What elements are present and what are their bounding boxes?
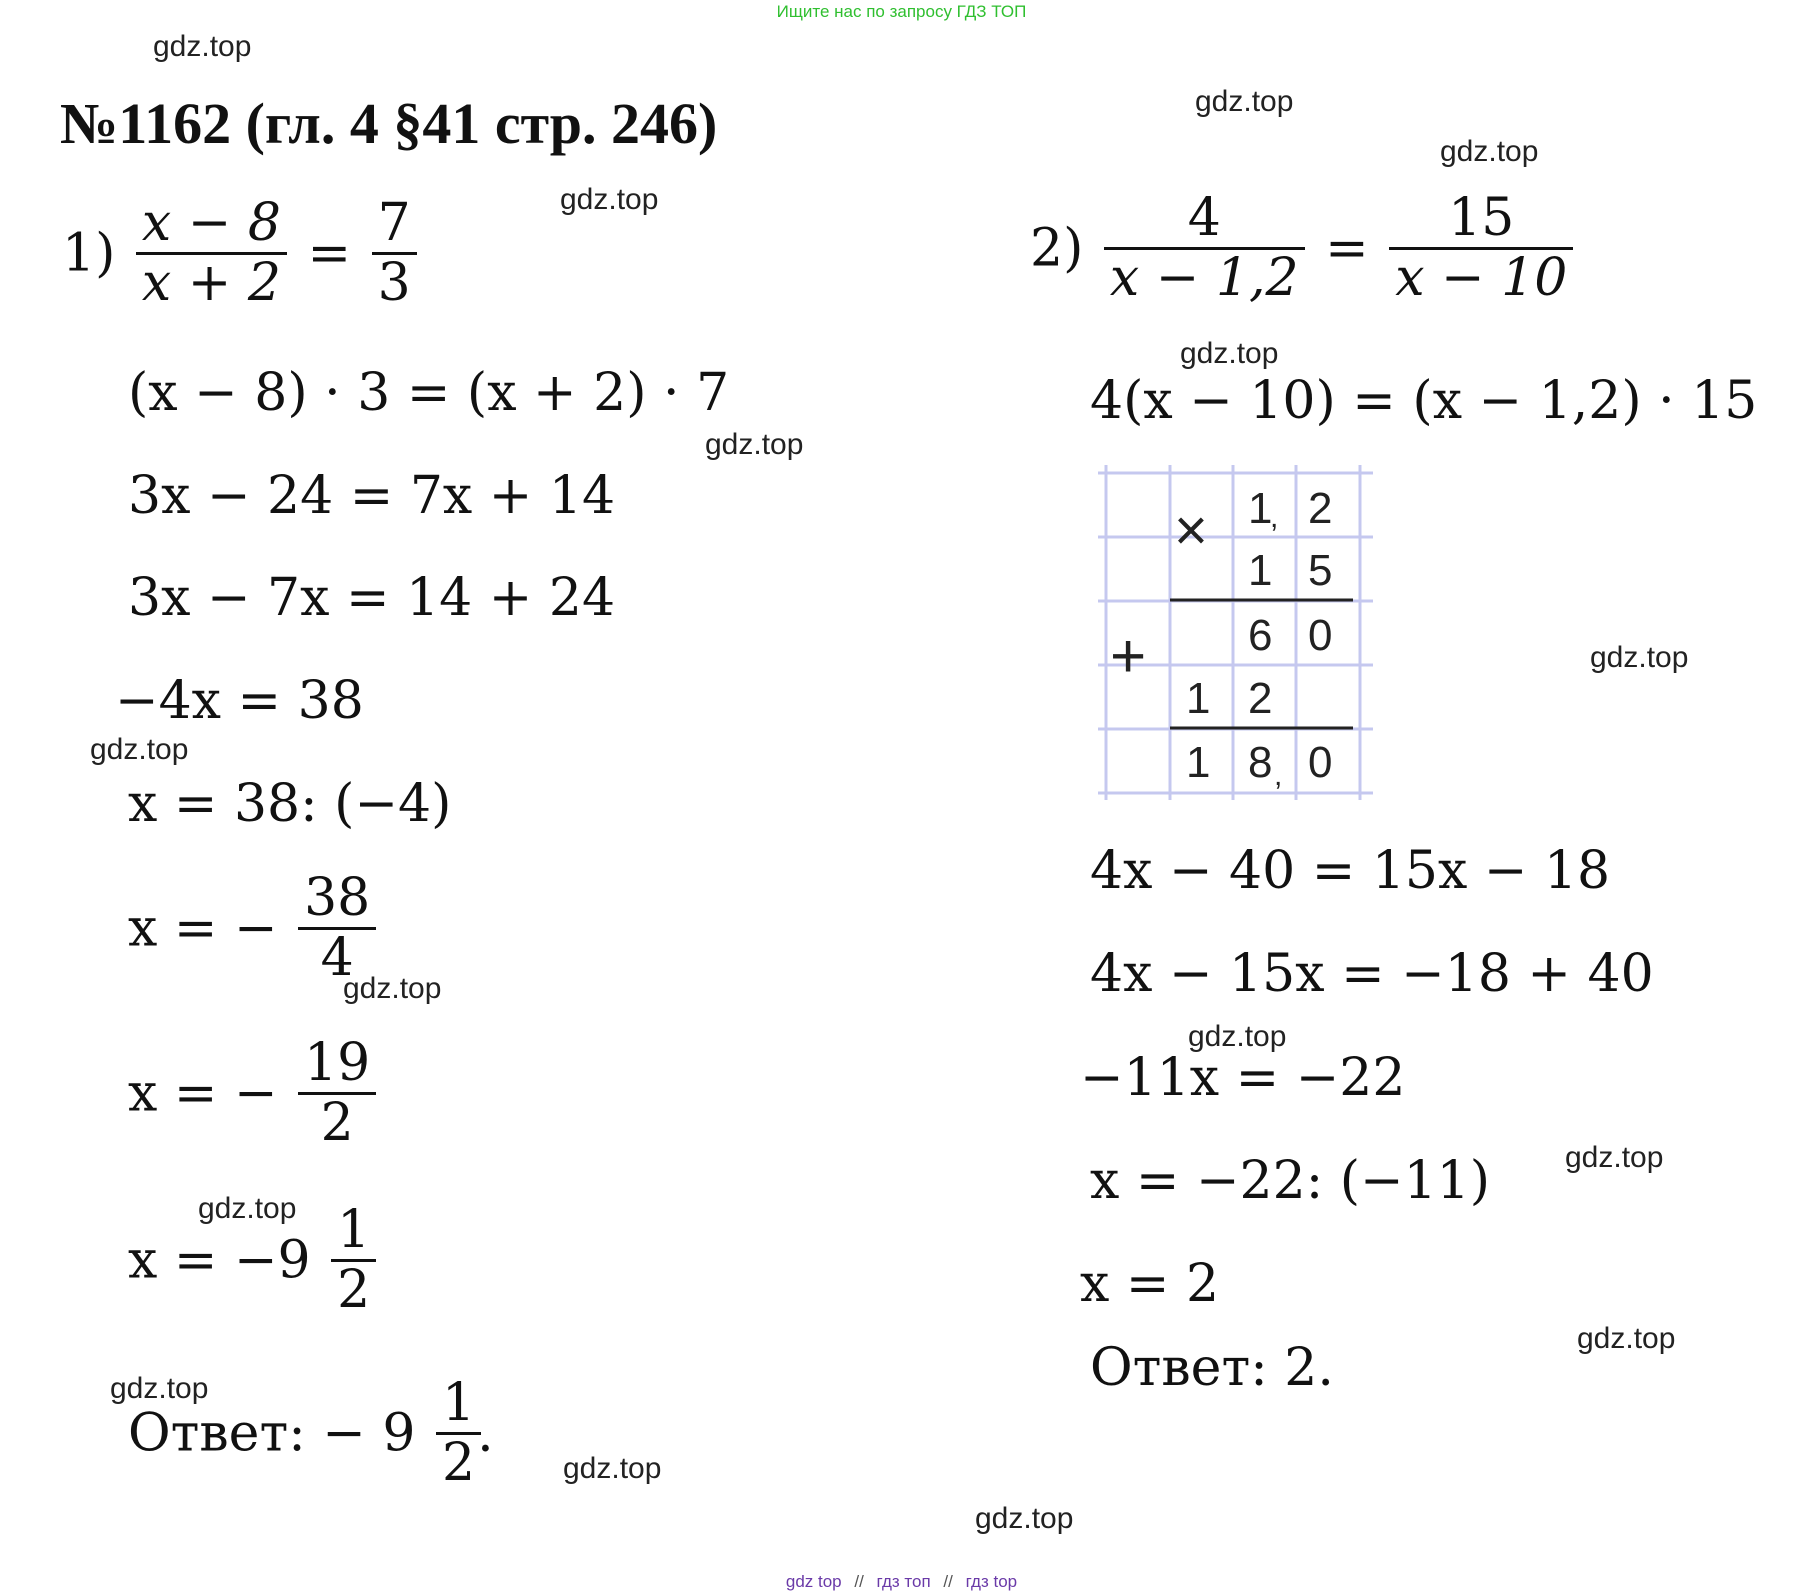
fraction-denominator: x − 1,2 xyxy=(1109,248,1299,309)
part1-step-1: (x − 8) · 3 = (x + 2) · 7 xyxy=(128,363,730,423)
answer-suffix: . xyxy=(477,1403,494,1464)
fraction-numerator: 4 xyxy=(1104,190,1305,250)
part1-step-7 xyxy=(128,1035,380,1152)
part2-step-1: 4(x − 10) = (x − 1,2) · 15 xyxy=(1090,371,1758,431)
part1-fraction-right xyxy=(372,195,417,312)
fraction-numerator: x − 8 xyxy=(136,195,287,255)
plus-sign: + xyxy=(1110,622,1147,691)
expression-prefix: x = −9 xyxy=(128,1230,311,1291)
fraction-denominator: 2 xyxy=(337,1260,371,1321)
watermark: gdz.top xyxy=(975,1502,1074,1535)
part1-label: 1) xyxy=(62,223,116,284)
decimal-comma: , xyxy=(1274,759,1283,792)
digit: 8 xyxy=(1248,738,1273,787)
fraction-denominator: 3 xyxy=(377,253,411,314)
digit: 1 xyxy=(1186,674,1211,723)
part1-fraction-left xyxy=(136,195,287,312)
decimal-comma: , xyxy=(1270,501,1279,534)
footer-link[interactable]: gdz top xyxy=(785,1572,842,1591)
top-banner: Ищите нас по запросу ГДЗ ТОП xyxy=(776,2,1027,21)
part2-step-6: x = 2 xyxy=(1080,1254,1220,1314)
part2-label: 2) xyxy=(1030,218,1084,279)
fraction-numerator: 38 xyxy=(298,870,376,930)
fraction xyxy=(331,1202,376,1319)
part2-answer: Ответ: 2. xyxy=(1090,1338,1334,1398)
part2-equation xyxy=(1030,190,1577,307)
digit: 1 xyxy=(1248,546,1273,595)
digit: 6 xyxy=(1248,611,1273,660)
digit: 5 xyxy=(1308,546,1333,595)
fraction-denominator: 4 xyxy=(320,928,354,989)
expression-prefix: x = − xyxy=(128,898,278,959)
digit: 2 xyxy=(1248,674,1273,723)
part2-step-5: x = −22: (−11) xyxy=(1090,1151,1491,1211)
expression-prefix: x = − xyxy=(128,1063,278,1124)
times-sign: × xyxy=(1174,498,1208,563)
watermark: gdz.top xyxy=(1577,1322,1676,1355)
fraction-numerator: 7 xyxy=(372,195,417,255)
fraction-numerator: 19 xyxy=(298,1035,376,1095)
answer-prefix: Ответ: − 9 xyxy=(128,1403,416,1464)
footer-links xyxy=(0,1572,1803,1592)
digit: 1 xyxy=(1248,484,1273,533)
part2-fraction-left xyxy=(1104,190,1305,307)
fraction xyxy=(436,1375,481,1492)
watermark: gdz.top xyxy=(1195,85,1294,118)
digit: 1 xyxy=(1186,738,1211,787)
fraction-denominator: x − 10 xyxy=(1395,248,1568,309)
digit: 2 xyxy=(1308,484,1333,533)
part1-answer xyxy=(128,1375,494,1492)
fraction-denominator: x + 2 xyxy=(141,253,281,314)
watermark: gdz.top xyxy=(705,428,804,461)
fraction-numerator: 15 xyxy=(1389,190,1573,250)
watermark: gdz.top xyxy=(1565,1141,1664,1174)
fraction-denominator: 2 xyxy=(441,1433,476,1494)
digit: 0 xyxy=(1308,738,1333,787)
watermark: gdz.top xyxy=(90,733,189,766)
watermark: gdz.top xyxy=(1188,1020,1287,1053)
part1-step-2: 3x − 24 = 7x + 14 xyxy=(128,466,616,526)
watermark: gdz.top xyxy=(343,972,442,1005)
page-title: №1162 (гл. 4 §41 стр. 246) xyxy=(60,91,718,156)
watermark: gdz.top xyxy=(1590,641,1689,674)
fraction-denominator: 2 xyxy=(320,1093,354,1154)
part2-fraction-right xyxy=(1389,190,1573,307)
footer-link[interactable]: гдз top xyxy=(965,1572,1018,1591)
equals-sign: = xyxy=(1325,218,1369,279)
watermark: gdz.top xyxy=(153,30,252,63)
part1-step-5: x = 38: (−4) xyxy=(128,774,452,834)
watermark: gdz.top xyxy=(1440,135,1539,168)
part1-equation xyxy=(62,195,421,312)
watermark: gdz.top xyxy=(198,1192,297,1225)
part1-step-8 xyxy=(128,1202,380,1319)
watermark: gdz.top xyxy=(563,1452,662,1485)
watermark: gdz.top xyxy=(1180,337,1279,370)
watermark: gdz.top xyxy=(110,1372,209,1405)
footer-separator: // xyxy=(943,1572,953,1591)
equals-sign: = xyxy=(307,223,352,284)
fraction xyxy=(298,870,376,987)
digit: 0 xyxy=(1308,611,1333,660)
footer-link[interactable]: гдз топ xyxy=(876,1572,931,1591)
watermark: gdz.top xyxy=(560,183,659,216)
footer-separator: // xyxy=(854,1572,864,1591)
part2-step-3: 4x − 15x = −18 + 40 xyxy=(1090,944,1654,1004)
fraction-numerator: 1 xyxy=(331,1202,376,1262)
part1-step-3: 3x − 7x = 14 + 24 xyxy=(128,568,616,628)
fraction-numerator: 1 xyxy=(436,1375,481,1435)
part2-step-4: −11x = −22 xyxy=(1080,1048,1406,1108)
fraction xyxy=(298,1035,376,1152)
part1-step-6 xyxy=(128,870,380,987)
part1-step-4: −4x = 38 xyxy=(115,671,364,731)
part2-step-2: 4x − 40 = 15x − 18 xyxy=(1090,841,1611,901)
column-multiplication xyxy=(1098,465,1373,800)
